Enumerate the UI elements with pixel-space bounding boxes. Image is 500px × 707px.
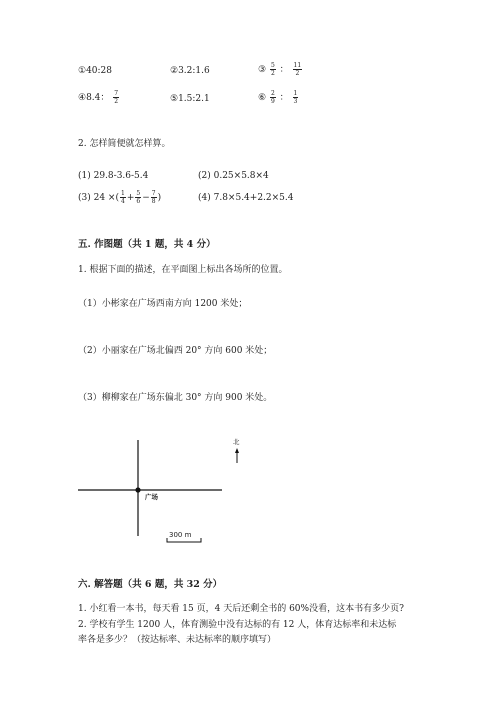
section-5-item-3: （3）柳柳家在广场东偏北 30° 方向 900 米处。: [78, 393, 273, 403]
q2-problem-4: (4) 7.8×5.4+2.2×5.4: [198, 193, 294, 203]
q2-problem-2: (2) 0.25×5.8×4: [198, 171, 269, 181]
q2-p3-plus: +: [126, 193, 135, 203]
q2-problem-1: (1) 29.8-3.6-5.4: [78, 171, 149, 181]
ratio-3-colon: ：: [279, 65, 289, 75]
ratio-6-prefix: ⑥: [258, 93, 267, 103]
q2-p3-suffix: ): [157, 193, 162, 203]
q2-p3-fraction-1: $\frac{1}{4}$: [120, 190, 125, 205]
q2-p3-minus: −: [142, 193, 150, 203]
ratio-3-fraction-1: $\frac{5}{2}$: [270, 62, 275, 77]
north-label: 北: [233, 438, 240, 446]
plaza-label: 广场: [145, 493, 158, 501]
ratio-4-fraction: $\frac{7}{2}$: [114, 90, 119, 105]
section-6-question-2-line-2: 率各是多少？（按达标率、未达标率的顺序填写）: [78, 635, 277, 645]
ratio-1: ①40:28: [78, 66, 113, 76]
section-6-heading: 六. 解答题（共 6 题，共 32 分）: [78, 579, 223, 590]
section-5-item-2: （2）小丽家在广场北偏西 20° 方向 600 米处；: [78, 346, 273, 356]
section-6-question-2-line-1: 2. 学校有学生 1200 人，体育测验中没有达标的有 12 人，体育达标率和未达标: [78, 620, 397, 630]
ratio-4-prefix: ④8.4：: [78, 93, 110, 103]
section-5-heading: 五. 作图题（共 1 题，共 4 分）: [78, 239, 216, 250]
ratio-3-fraction-2: $\frac{11}{2}$: [293, 62, 302, 77]
ratio-2: ②3.2:1.6: [170, 66, 210, 76]
ratio-6-colon: ：: [279, 93, 289, 103]
plaza-point: [135, 487, 140, 492]
ratio-6-fraction-1: $\frac{2}{9}$: [270, 90, 275, 105]
section-5-item-1: （1）小彬家在广场西南方向 1200 米处；: [78, 299, 248, 309]
ratio-6-fraction-2: $\frac{1}{3}$: [293, 90, 298, 105]
q2-p3-fraction-3: $\frac{7}{8}$: [151, 190, 156, 205]
section-5-question-1: 1. 根据下面的描述，在平面图上标出各场所的位置。: [78, 265, 288, 275]
section-6-question-1: 1. 小红看一本书，每天看 15 页，4 天后还剩全书的 60%没看，这本书有多少页?: [78, 604, 404, 614]
north-arrow-head: [235, 448, 239, 453]
scale-label: 300 m: [169, 531, 192, 539]
ratio-5: ⑤1.5:2.1: [170, 94, 210, 104]
q2-p3-fraction-2: $\frac{5}{6}$: [136, 190, 141, 205]
q2-problem-3-prefix: (3) 24 ×(: [78, 193, 119, 203]
q2-title: 2. 怎样简便就怎样算。: [78, 139, 171, 149]
ratio-3-prefix: ③: [258, 65, 267, 75]
